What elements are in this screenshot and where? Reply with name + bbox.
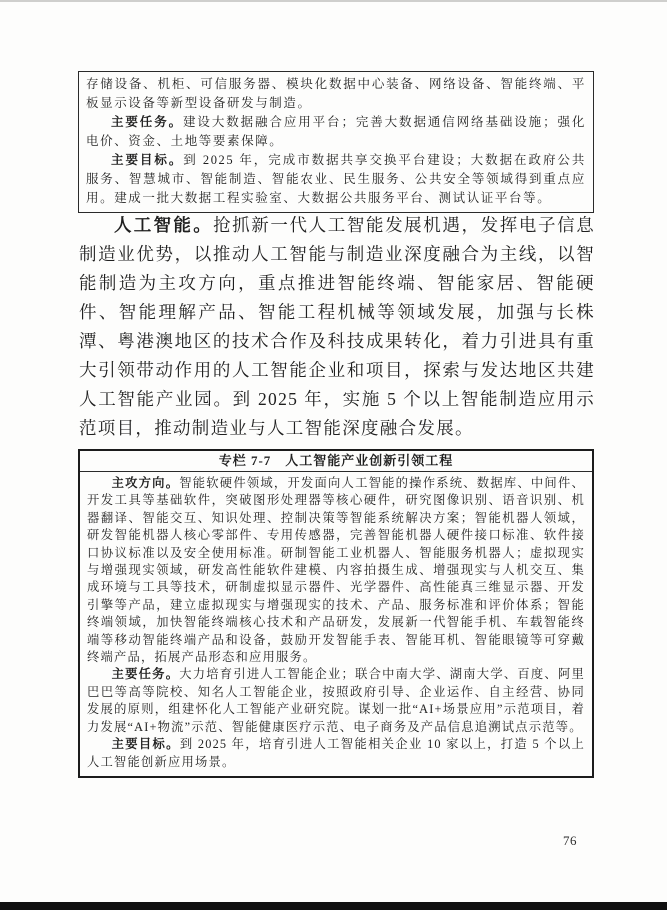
- paragraph-text: 建设大数据融合应用平台；完善大数据通信网络基础设施；强化电价、资金、土地等要素保障。: [86, 115, 586, 148]
- callout-paragraph: [86, 151, 586, 208]
- panel-title: 专栏 7-7 人工智能产业创新引领工程: [80, 451, 592, 472]
- paragraph-lead-label: 主要目标。: [111, 153, 184, 167]
- paragraph-lead-label: 主要任务。: [111, 667, 180, 682]
- page-top-edge-line: [0, 0, 667, 2]
- callout-paragraph: 存储设备、机柜、可信服务器、模块化数据中心装备、网络设备、智能终端、平板显示设备等新型设备研发与制造。: [86, 77, 586, 110]
- page-number: 76: [563, 833, 577, 848]
- big-data-panel-continuation-box: [78, 71, 594, 213]
- paragraph-lead-label: 主要任务。: [111, 115, 184, 129]
- paragraph-text: 大力培育引进人工智能企业；联合中南大学、湖南大学、百度、阿里巴巴等高等院校、知名人工智能企业，按照政府引导、企业运作、自主经营、协同发展的原则，组建怀化人工智能产业研究院。谋划一批“AI+场景应用”示范项目，着力发展“AI+物流”示范、智能健康医疗示范、电子商务及产品信息追溯试点示范等。: [87, 667, 585, 734]
- callout-paragraph: [86, 113, 586, 151]
- panel-paragraph: [87, 666, 585, 736]
- paragraph-lead-label: 主要目标。: [111, 737, 180, 752]
- panel-body: [80, 472, 592, 776]
- paragraph-lead-label: 主攻方向。: [111, 476, 180, 490]
- paragraph-text: 智能软硬件领域，开发面向人工智能的操作系统、数据库、中间件、开发工具等基础软件，突破图形处理器等核心硬件，研究图像识别、语音识别、机器翻译、智能交互、知识处理、控制决策等智能系统解决方案；智能机器人领域，研发智能机器人核心零部件、专用传感器，完善智能机器人硬件接口标准、软件接口协议标准以及安全使用标准。研制智能工业机器人、智能服务机器人；虚拟现实与增强现实领域，研发高性能软件建模、内容拍摄生成、增强现实与人机交互、集成环境与工具等技术，研制虚拟显示器件、光学器件、高性能真三维显示器、开发引擎等产品，建立虚拟现实与增强现实的技术、产品、服务标准和评价体系；智能终端领域，加快智能终端核心技术和产品研发，发展新一代智能手机、车载智能终端等移动智能终端产品和设备，鼓励开发智能手表、智能耳机、智能眼镜等可穿戴终端产品，拓展产品形态和应用服务。: [87, 476, 585, 665]
- panel-paragraph: [87, 475, 585, 666]
- paragraph-text: 到 2025 年，完成市数据共享交换平台建设；大数据在政府公共服务、智慧城市、智能制造、智能农业、民生服务、公共安全等领域得到重点应用。建成一批大数据工程实验室、大数据公共服务平台、测试认证平台等。: [86, 153, 586, 205]
- feature-panel-7-7: [78, 449, 594, 778]
- paragraph-text: 抢抓新一代人工智能发展机遇，发挥电子信息制造业优势，以推动人工智能与制造业深度融合为主线，以智能制造为主攻方向，重点推进智能终端、智能家居、智能硬件、智能理解产品、智能工程机械等领域发展，加强与长株潭、粤港澳地区的技术合作及科技成果转化，着力引进具有重大引领带动作用的人工智能企业和项目，探索与发达地区共建人工智能产业园。到 2025 年，实施 5 个以上智能制造应用示范项目，推动制造业与人工智能深度融合发展。: [79, 215, 595, 438]
- paragraph-lead-label: 人工智能。: [114, 215, 214, 235]
- paragraph-text: 到 2025 年，培育引进人工智能相关企业 10 家以上，打造 5 个以上人工智能创新应用场景。: [87, 737, 585, 769]
- page-bottom-edge-band: [0, 902, 667, 910]
- ai-body-paragraph: [79, 211, 595, 443]
- panel-paragraph: [87, 736, 585, 771]
